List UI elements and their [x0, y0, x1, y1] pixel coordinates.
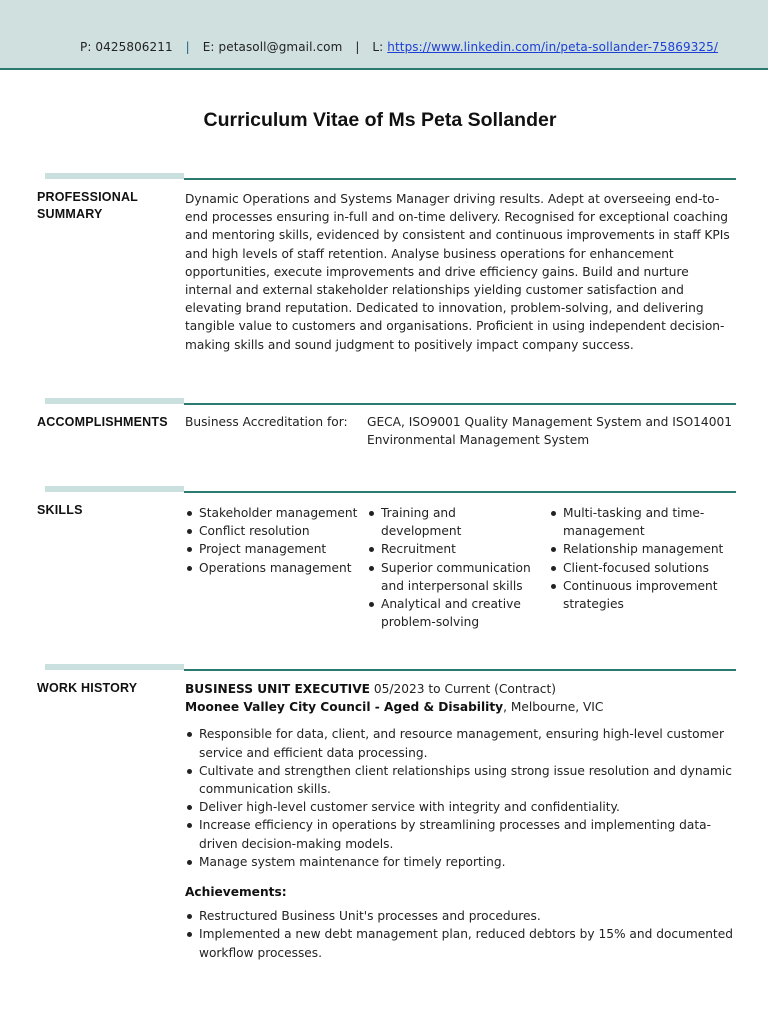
job-line — [185, 680, 735, 698]
header-band — [0, 0, 768, 70]
page-title: Curriculum Vitae of Ms Peta Sollander — [203, 109, 557, 131]
list-item: Implemented a new debt management plan, reduced debtors by 15% and documented workflow processes. — [185, 925, 735, 961]
achievements-heading: Achievements: — [185, 885, 287, 900]
skills-column-2 — [367, 504, 537, 631]
contact-separator: | — [185, 40, 190, 54]
org-line — [185, 698, 735, 716]
section-divider — [184, 669, 736, 671]
employer-location: , Melbourne, VIC — [503, 700, 604, 715]
section-work-history — [37, 664, 736, 994]
section-accent-bar — [45, 173, 184, 179]
employer-name: Moonee Valley City Council - Aged & Disability — [185, 700, 504, 715]
list-item: Manage system maintenance for timely reporting. — [185, 853, 735, 871]
section-heading: SKILLS — [37, 503, 83, 517]
section-divider — [184, 403, 736, 405]
section-skills — [37, 486, 736, 636]
skills-column-1 — [185, 504, 361, 577]
list-item: Responsible for data, client, and resource management, ensuring high-level customer service and efficient data processing. — [185, 725, 735, 761]
contact-separator: | — [355, 40, 360, 54]
section-divider — [184, 178, 736, 180]
section-accent-bar — [45, 664, 184, 670]
list-item: Project management — [185, 540, 361, 558]
section-accent-bar — [45, 486, 184, 492]
list-item: Stakeholder management — [185, 504, 361, 522]
list-item: Deliver high-level customer service with integrity and confidentiality. — [185, 798, 735, 816]
section-heading: ACCOMPLISHMENTS — [37, 415, 168, 429]
list-item: Conflict resolution — [185, 522, 361, 540]
list-item: Superior communication and interpersonal skills — [367, 559, 537, 595]
linkedin-link[interactable]: https://www.linkedin.com/in/peta-sollander-75869325/ — [387, 40, 719, 54]
list-item: Relationship management — [549, 540, 729, 558]
contact-email: E: petasoll@gmail.com — [202, 40, 343, 54]
list-item: Multi-tasking and time-management — [549, 504, 729, 540]
list-item: Training and development — [367, 504, 537, 540]
list-item: Cultivate and strengthen client relationships using strong issue resolution and dynamic communication skills. — [185, 762, 735, 798]
list-item: Continuous improvement strategies — [549, 577, 729, 613]
list-item: Restructured Business Unit's processes and procedures. — [185, 907, 735, 925]
accreditation-label: Business Accreditation for: — [185, 415, 348, 429]
section-divider — [184, 491, 736, 493]
contact-linkedin-prefix: L: — [372, 40, 384, 54]
section-heading: PROFESSIONAL SUMMARY — [37, 190, 138, 221]
list-item: Client-focused solutions — [549, 559, 729, 577]
section-professional-summary — [37, 173, 736, 363]
section-accent-bar — [45, 398, 184, 404]
section-heading: WORK HISTORY — [37, 681, 138, 695]
duties-list — [185, 725, 735, 871]
list-item: Analytical and creative problem-solving — [367, 595, 537, 631]
summary-text: Dynamic Operations and Systems Manager driving results. Adept at overseeing end-to-end processes ensuring in-full and on-time delivery. Recognised for exceptional coaching and mentoring skills, evidenced by consistent and continuous improvements in staff KPIs and high levels of staff retention. Analyse business operations for enhancement opportunities, execute improvements and drive efficiency gains. Build and nurture internal and external stakeholder relationships yielding customer satisfaction and elevating brand reputation. Dedicated to innovation, problem-solving, and delivering tangible value to customers and organisations. Proficient in using independent decision-making skills and sound judgment to positively impact company success. — [185, 192, 730, 352]
list-item: Increase efficiency in operations by streamlining processes and implementing data-driven decision-making models. — [185, 816, 735, 852]
job-title: BUSINESS UNIT EXECUTIVE — [185, 682, 370, 696]
contact-phone: P: 0425806211 — [80, 40, 173, 54]
section-accomplishments — [37, 398, 736, 458]
work-history-content — [185, 680, 735, 962]
list-item: Recruitment — [367, 540, 537, 558]
achievements-list — [185, 907, 735, 962]
skills-column-3 — [549, 504, 729, 613]
contact-line — [80, 40, 718, 54]
list-item: Operations management — [185, 559, 361, 577]
accreditation-value: GECA, ISO9001 Quality Management System and ISO14001 Environmental Management System — [367, 415, 732, 448]
job-period: 05/2023 to Current (Contract) — [369, 682, 557, 696]
